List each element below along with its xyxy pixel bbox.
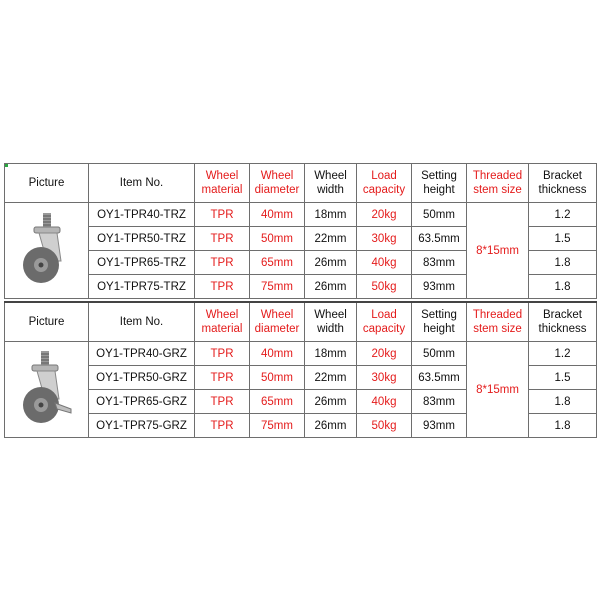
header-wheel-diameter: Wheel diameter xyxy=(250,302,305,342)
wheel-diameter: 50mm xyxy=(250,227,305,251)
wheel-width: 18mm xyxy=(305,342,357,366)
bracket-thickness: 1.5 xyxy=(529,227,597,251)
wheel-width: 26mm xyxy=(305,414,357,438)
setting-height: 83mm xyxy=(412,390,467,414)
setting-height: 83mm xyxy=(412,251,467,275)
bracket-thickness: 1.8 xyxy=(529,275,597,299)
wheel-diameter: 65mm xyxy=(250,251,305,275)
bracket-thickness: 1.8 xyxy=(529,390,597,414)
header-wheel-material: Wheel material xyxy=(195,164,250,203)
load-capacity: 20kg xyxy=(357,203,412,227)
bracket-thickness: 1.8 xyxy=(529,414,597,438)
header-picture: Picture xyxy=(5,302,89,342)
wheel-material: TPR xyxy=(195,366,250,390)
header-load-capacity: Load capacity xyxy=(357,164,412,203)
wheel-material: TPR xyxy=(195,342,250,366)
header-wheel-width: Wheel width xyxy=(305,164,357,203)
wheel-material: TPR xyxy=(195,275,250,299)
header-load-capacity: Load capacity xyxy=(357,302,412,342)
header-wheel-material: Wheel material xyxy=(195,302,250,342)
wheel-diameter: 40mm xyxy=(250,203,305,227)
threaded-stem-size: 8*15mm xyxy=(467,342,529,438)
header-item-no: Item No. xyxy=(89,164,195,203)
wheel-diameter: 50mm xyxy=(250,366,305,390)
load-capacity: 40kg xyxy=(357,251,412,275)
wheel-diameter: 40mm xyxy=(250,342,305,366)
setting-height: 63.5mm xyxy=(412,366,467,390)
setting-height: 50mm xyxy=(412,203,467,227)
spec-table-threaded xyxy=(4,163,597,299)
wheel-width: 22mm xyxy=(305,227,357,251)
setting-height: 63.5mm xyxy=(412,227,467,251)
header-row xyxy=(5,164,597,203)
load-capacity: 50kg xyxy=(357,275,412,299)
caster-wheel-icon xyxy=(5,203,89,299)
wheel-diameter: 65mm xyxy=(250,390,305,414)
load-capacity: 20kg xyxy=(357,342,412,366)
header-bracket-thickness: Bracket thickness xyxy=(529,302,597,342)
bracket-thickness: 1.2 xyxy=(529,342,597,366)
header-item-no: Item No. xyxy=(89,302,195,342)
table-row xyxy=(5,342,597,366)
item-number: OY1-TPR40-GRZ xyxy=(89,342,195,366)
header-wheel-width: Wheel width xyxy=(305,302,357,342)
wheel-width: 18mm xyxy=(305,203,357,227)
setting-height: 93mm xyxy=(412,275,467,299)
header-wheel-diameter: Wheel diameter xyxy=(250,164,305,203)
load-capacity: 40kg xyxy=(357,390,412,414)
header-setting-height: Setting height xyxy=(412,302,467,342)
wheel-material: TPR xyxy=(195,203,250,227)
wheel-width: 26mm xyxy=(305,251,357,275)
wheel-width: 22mm xyxy=(305,366,357,390)
wheel-width: 26mm xyxy=(305,275,357,299)
setting-height: 50mm xyxy=(412,342,467,366)
wheel-material: TPR xyxy=(195,390,250,414)
item-number: OY1-TPR50-TRZ xyxy=(89,227,195,251)
caster-wheel-with-brake-icon xyxy=(5,342,89,438)
header-row xyxy=(5,302,597,342)
load-capacity: 50kg xyxy=(357,414,412,438)
wheel-material: TPR xyxy=(195,227,250,251)
wheel-diameter: 75mm xyxy=(250,275,305,299)
bracket-thickness: 1.2 xyxy=(529,203,597,227)
item-number: OY1-TPR75-TRZ xyxy=(89,275,195,299)
header-setting-height: Setting height xyxy=(412,164,467,203)
threaded-stem-size: 8*15mm xyxy=(467,203,529,299)
wheel-width: 26mm xyxy=(305,390,357,414)
item-number: OY1-TPR40-TRZ xyxy=(89,203,195,227)
item-number: OY1-TPR50-GRZ xyxy=(89,366,195,390)
load-capacity: 30kg xyxy=(357,227,412,251)
header-threaded-stem: Threaded stem size xyxy=(467,302,529,342)
item-number: OY1-TPR65-GRZ xyxy=(89,390,195,414)
header-picture: Picture xyxy=(5,164,89,203)
table-row xyxy=(5,203,597,227)
header-threaded-stem: Threaded stem size xyxy=(467,164,529,203)
wheel-material: TPR xyxy=(195,414,250,438)
wheel-diameter: 75mm xyxy=(250,414,305,438)
load-capacity: 30kg xyxy=(357,366,412,390)
bracket-thickness: 1.5 xyxy=(529,366,597,390)
item-number: OY1-TPR75-GRZ xyxy=(89,414,195,438)
wheel-material: TPR xyxy=(195,251,250,275)
bracket-thickness: 1.8 xyxy=(529,251,597,275)
header-bracket-thickness: Bracket thickness xyxy=(529,164,597,203)
spec-table-brake xyxy=(4,301,597,438)
setting-height: 93mm xyxy=(412,414,467,438)
item-number: OY1-TPR65-TRZ xyxy=(89,251,195,275)
